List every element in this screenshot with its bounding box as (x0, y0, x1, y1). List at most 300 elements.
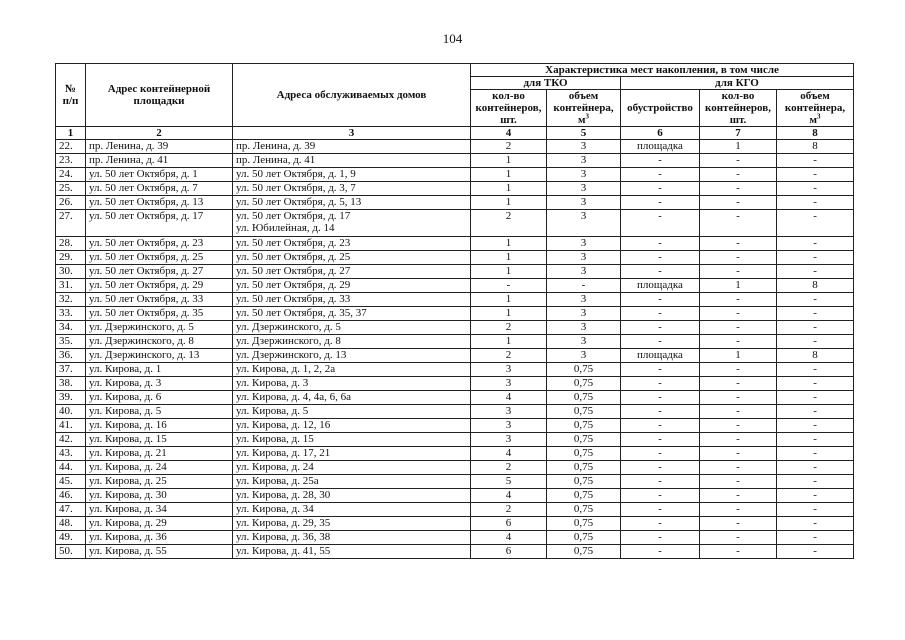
served-houses (233, 461, 471, 475)
tko-count: 4 (471, 391, 547, 405)
kgo-count: - (700, 433, 777, 447)
tko-volume: 3 (547, 251, 621, 265)
site-address: ул. Кирова, д. 6 (86, 391, 233, 405)
kgo-count: - (700, 237, 777, 251)
tko-count: 6 (471, 517, 547, 531)
tko-volume: 0,75 (547, 489, 621, 503)
tko-count: 1 (471, 196, 547, 210)
house-address: ул. 50 лет Октября, д. 23 (236, 237, 351, 249)
tko-count: 2 (471, 210, 547, 237)
tko-count: 3 (471, 433, 547, 447)
kgo-count: - (700, 182, 777, 196)
kgo-facility: - (621, 182, 700, 196)
kgo-facility: - (621, 265, 700, 279)
column-number: 3 (233, 127, 471, 140)
kgo-volume: - (777, 503, 854, 517)
column-number: 5 (547, 127, 621, 140)
table-row (56, 293, 854, 307)
kgo-volume: - (777, 237, 854, 251)
served-houses (233, 377, 471, 391)
tko-volume: 0,75 (547, 461, 621, 475)
site-address: ул. Кирова, д. 21 (86, 447, 233, 461)
site-address: ул. 50 лет Октября, д. 1 (86, 168, 233, 182)
table-row (56, 475, 854, 489)
kgo-volume: - (777, 419, 854, 433)
kgo-count: - (700, 168, 777, 182)
column-number: 4 (471, 127, 547, 140)
header-tko: для ТКО (471, 77, 621, 90)
house-address: ул. Дзержинского, д. 13 (236, 349, 347, 361)
row-number: 22. (56, 140, 86, 154)
tko-count: 5 (471, 475, 547, 489)
tko-count: 1 (471, 237, 547, 251)
kgo-facility: - (621, 251, 700, 265)
kgo-count: - (700, 321, 777, 335)
site-address: ул. 50 лет Октября, д. 35 (86, 307, 233, 321)
row-number: 43. (56, 447, 86, 461)
site-address: ул. Кирова, д. 5 (86, 405, 233, 419)
kgo-volume: - (777, 251, 854, 265)
kgo-count: - (700, 391, 777, 405)
header-kgo-count: кол-во контейнеров, шт. (700, 90, 777, 127)
house-address: ул. 50 лет Октября, д. 33 (236, 293, 351, 305)
row-number: 28. (56, 237, 86, 251)
kgo-facility: - (621, 293, 700, 307)
tko-count: 4 (471, 489, 547, 503)
row-number: 37. (56, 363, 86, 377)
tko-volume: 0,75 (547, 405, 621, 419)
table-row (56, 461, 854, 475)
kgo-facility: - (621, 503, 700, 517)
row-number: 38. (56, 377, 86, 391)
kgo-count: - (700, 251, 777, 265)
house-address: ул. Кирова, д. 28, 30 (236, 489, 331, 501)
header-served-houses: Адреса обслуживаемых домов (233, 64, 471, 127)
site-address: ул. 50 лет Октября, д. 27 (86, 265, 233, 279)
kgo-facility: площадка (621, 279, 700, 293)
container-sites-table (55, 63, 854, 559)
kgo-facility: - (621, 335, 700, 349)
table-row (56, 265, 854, 279)
row-number: 25. (56, 182, 86, 196)
table-row (56, 321, 854, 335)
page-number: 104 (442, 31, 463, 46)
row-number: 24. (56, 168, 86, 182)
column-number: 8 (777, 127, 854, 140)
kgo-count: - (700, 377, 777, 391)
house-address: ул. 50 лет Октября, д. 1, 9 (236, 168, 356, 180)
tko-volume: 0,75 (547, 391, 621, 405)
served-houses (233, 503, 471, 517)
kgo-volume: - (777, 182, 854, 196)
kgo-facility: площадка (621, 349, 700, 363)
house-address: ул. Юбилейная, д. 14 (236, 222, 335, 234)
kgo-facility: - (621, 447, 700, 461)
house-address: ул. 50 лет Октября, д. 35, 37 (236, 307, 367, 319)
row-number: 27. (56, 210, 86, 237)
served-houses (233, 405, 471, 419)
house-address: ул. 50 лет Октября, д. 29 (236, 279, 351, 291)
tko-count: 2 (471, 503, 547, 517)
header-site-address: Адрес контейнерной площадки (86, 64, 233, 127)
row-number: 40. (56, 405, 86, 419)
table-row (56, 279, 854, 293)
column-number: 6 (621, 127, 700, 140)
row-number: 42. (56, 433, 86, 447)
kgo-facility: - (621, 531, 700, 545)
served-houses (233, 517, 471, 531)
house-address: ул. Кирова, д. 15 (236, 433, 314, 445)
tko-volume: 3 (547, 321, 621, 335)
kgo-facility: - (621, 545, 700, 559)
kgo-count: - (700, 503, 777, 517)
tko-volume: 0,75 (547, 517, 621, 531)
house-address: ул. 50 лет Октября, д. 27 (236, 265, 351, 277)
table-row (56, 140, 854, 154)
kgo-facility: - (621, 154, 700, 168)
header-kgo-facility: обустройство (621, 90, 700, 127)
kgo-volume: - (777, 363, 854, 377)
kgo-volume: 8 (777, 140, 854, 154)
column-number: 2 (86, 127, 233, 140)
kgo-volume: - (777, 321, 854, 335)
served-houses (233, 475, 471, 489)
site-address: ул. 50 лет Октября, д. 13 (86, 196, 233, 210)
house-address: ул. Дзержинского, д. 8 (236, 335, 341, 347)
kgo-count: 1 (700, 349, 777, 363)
kgo-count: 1 (700, 279, 777, 293)
tko-volume: 0,75 (547, 419, 621, 433)
kgo-facility: - (621, 321, 700, 335)
tko-count: 2 (471, 461, 547, 475)
row-number: 49. (56, 531, 86, 545)
tko-count: 2 (471, 321, 547, 335)
tko-volume: 3 (547, 196, 621, 210)
site-address: ул. Дзержинского, д. 13 (86, 349, 233, 363)
site-address: ул. Кирова, д. 16 (86, 419, 233, 433)
kgo-volume: - (777, 447, 854, 461)
site-address: ул. Кирова, д. 1 (86, 363, 233, 377)
tko-count: 1 (471, 154, 547, 168)
table-row (56, 545, 854, 559)
served-houses (233, 237, 471, 251)
site-address: пр. Ленина, д. 41 (86, 154, 233, 168)
site-address: ул. Кирова, д. 3 (86, 377, 233, 391)
kgo-facility: - (621, 391, 700, 405)
column-number: 1 (56, 127, 86, 140)
kgo-count: - (700, 335, 777, 349)
row-number: 34. (56, 321, 86, 335)
kgo-volume: - (777, 489, 854, 503)
served-houses (233, 447, 471, 461)
kgo-volume: - (777, 461, 854, 475)
header-tko-count: кол-во контейнеров, шт. (471, 90, 547, 127)
tko-volume: 3 (547, 154, 621, 168)
served-houses (233, 307, 471, 321)
tko-count: 3 (471, 377, 547, 391)
header-characteristics: Характеристика мест накопления, в том числе (471, 64, 854, 77)
table-row (56, 377, 854, 391)
kgo-count: - (700, 196, 777, 210)
kgo-facility: - (621, 475, 700, 489)
row-number: 26. (56, 196, 86, 210)
tko-volume: 0,75 (547, 447, 621, 461)
header-tko-volume: объем контейнера, $м^3$ (547, 90, 621, 127)
house-address: ул. Кирова, д. 34 (236, 503, 314, 515)
served-houses (233, 154, 471, 168)
site-address: ул. Дзержинского, д. 5 (86, 321, 233, 335)
kgo-facility: - (621, 377, 700, 391)
tko-volume: 3 (547, 237, 621, 251)
house-address: ул. Кирова, д. 3 (236, 377, 309, 389)
kgo-count: 1 (700, 140, 777, 154)
house-address: пр. Ленина, д. 41 (236, 154, 316, 166)
column-number-row (56, 127, 854, 140)
served-houses (233, 293, 471, 307)
served-houses (233, 265, 471, 279)
row-number: 48. (56, 517, 86, 531)
kgo-facility: - (621, 237, 700, 251)
kgo-count: - (700, 363, 777, 377)
site-address: ул. 50 лет Октября, д. 23 (86, 237, 233, 251)
kgo-volume: - (777, 168, 854, 182)
site-address: ул. Кирова, д. 30 (86, 489, 233, 503)
tko-count: - (471, 279, 547, 293)
row-number: 31. (56, 279, 86, 293)
served-houses (233, 182, 471, 196)
tko-volume: 0,75 (547, 503, 621, 517)
row-number: 50. (56, 545, 86, 559)
table-row (56, 349, 854, 363)
served-houses (233, 489, 471, 503)
tko-volume: 3 (547, 182, 621, 196)
house-address: ул. Кирова, д. 36, 38 (236, 531, 331, 543)
tko-volume: 3 (547, 335, 621, 349)
kgo-volume: - (777, 154, 854, 168)
served-houses (233, 168, 471, 182)
tko-volume: 3 (547, 140, 621, 154)
served-houses (233, 251, 471, 265)
kgo-facility: - (621, 517, 700, 531)
row-number: 44. (56, 461, 86, 475)
row-number: 23. (56, 154, 86, 168)
row-number: 29. (56, 251, 86, 265)
kgo-volume: - (777, 196, 854, 210)
site-address: ул. Кирова, д. 34 (86, 503, 233, 517)
site-address: ул. Кирова, д. 36 (86, 531, 233, 545)
tko-count: 1 (471, 168, 547, 182)
table-row (56, 335, 854, 349)
tko-volume: 0,75 (547, 531, 621, 545)
tko-volume: - (547, 279, 621, 293)
kgo-volume: - (777, 433, 854, 447)
served-houses (233, 335, 471, 349)
tko-volume: 3 (547, 265, 621, 279)
house-address: пр. Ленина, д. 39 (236, 140, 316, 152)
kgo-volume: 8 (777, 349, 854, 363)
house-address: ул. Кирова, д. 25а (236, 475, 319, 487)
site-address: ул. 50 лет Октября, д. 29 (86, 279, 233, 293)
table-row (56, 405, 854, 419)
kgo-facility: - (621, 405, 700, 419)
house-address: ул. Кирова, д. 41, 55 (236, 545, 331, 557)
site-address: ул. Кирова, д. 55 (86, 545, 233, 559)
kgo-volume: - (777, 265, 854, 279)
kgo-volume: - (777, 293, 854, 307)
served-houses (233, 321, 471, 335)
kgo-volume: - (777, 517, 854, 531)
kgo-count: - (700, 531, 777, 545)
served-houses (233, 363, 471, 377)
kgo-volume: - (777, 531, 854, 545)
row-number: 32. (56, 293, 86, 307)
tko-volume: 3 (547, 168, 621, 182)
tko-count: 4 (471, 531, 547, 545)
table-row (56, 489, 854, 503)
row-number: 39. (56, 391, 86, 405)
house-address: ул. Кирова, д. 12, 16 (236, 419, 331, 431)
kgo-volume: - (777, 545, 854, 559)
tko-volume: 0,75 (547, 363, 621, 377)
row-number: 45. (56, 475, 86, 489)
table-row (56, 237, 854, 251)
tko-volume: 3 (547, 293, 621, 307)
tko-count: 3 (471, 419, 547, 433)
kgo-facility: - (621, 489, 700, 503)
site-address: ул. 50 лет Октября, д. 33 (86, 293, 233, 307)
site-address: ул. Кирова, д. 15 (86, 433, 233, 447)
served-houses (233, 531, 471, 545)
house-address: ул. Кирова, д. 5 (236, 405, 309, 417)
header-kgo-volume: объем контейнера, $м^3$ (777, 90, 854, 127)
served-houses (233, 140, 471, 154)
tko-volume: 3 (547, 210, 621, 237)
kgo-volume: - (777, 405, 854, 419)
tko-volume: 0,75 (547, 475, 621, 489)
kgo-volume: - (777, 475, 854, 489)
row-number: 30. (56, 265, 86, 279)
site-address: ул. Кирова, д. 29 (86, 517, 233, 531)
kgo-count: - (700, 154, 777, 168)
header-number: № п/п (56, 64, 86, 127)
kgo-facility: - (621, 196, 700, 210)
row-number: 35. (56, 335, 86, 349)
column-number: 7 (700, 127, 777, 140)
kgo-volume: - (777, 210, 854, 237)
house-address: ул. 50 лет Октября, д. 5, 13 (236, 196, 362, 208)
house-address: ул. Кирова, д. 24 (236, 461, 314, 473)
tko-volume: 0,75 (547, 433, 621, 447)
tko-count: 1 (471, 293, 547, 307)
served-houses (233, 279, 471, 293)
kgo-volume: - (777, 391, 854, 405)
header-kgo: для КГО (621, 77, 854, 90)
site-address: пр. Ленина, д. 39 (86, 140, 233, 154)
tko-volume: 3 (547, 307, 621, 321)
kgo-count: - (700, 307, 777, 321)
house-address: ул. 50 лет Октября, д. 17 (236, 210, 351, 222)
row-number: 47. (56, 503, 86, 517)
kgo-facility: площадка (621, 140, 700, 154)
table-row (56, 531, 854, 545)
served-houses (233, 545, 471, 559)
tko-count: 1 (471, 265, 547, 279)
kgo-volume: 8 (777, 279, 854, 293)
table-row (56, 154, 854, 168)
site-address: ул. Кирова, д. 25 (86, 475, 233, 489)
served-houses (233, 419, 471, 433)
tko-count: 3 (471, 405, 547, 419)
table-row (56, 503, 854, 517)
table-row (56, 433, 854, 447)
kgo-count: - (700, 419, 777, 433)
kgo-count: - (700, 489, 777, 503)
kgo-facility: - (621, 210, 700, 237)
kgo-count: - (700, 405, 777, 419)
kgo-facility: - (621, 168, 700, 182)
kgo-count: - (700, 517, 777, 531)
site-address: ул. Кирова, д. 24 (86, 461, 233, 475)
served-houses (233, 433, 471, 447)
kgo-count: - (700, 475, 777, 489)
tko-volume: 0,75 (547, 545, 621, 559)
row-number: 46. (56, 489, 86, 503)
table-row (56, 447, 854, 461)
site-address: ул. 50 лет Октября, д. 25 (86, 251, 233, 265)
kgo-facility: - (621, 461, 700, 475)
tko-count: 1 (471, 307, 547, 321)
tko-count: 1 (471, 251, 547, 265)
house-address: ул. 50 лет Октября, д. 25 (236, 251, 351, 263)
house-address: ул. Кирова, д. 4, 4а, 6, 6а (236, 391, 352, 403)
kgo-count: - (700, 545, 777, 559)
tko-count: 1 (471, 182, 547, 196)
tko-count: 1 (471, 335, 547, 349)
table-row (56, 182, 854, 196)
row-number: 36. (56, 349, 86, 363)
house-address: ул. Дзержинского, д. 5 (236, 321, 341, 333)
site-address: ул. 50 лет Октября, д. 17 (86, 210, 233, 237)
house-address: ул. Кирова, д. 29, 35 (236, 517, 331, 529)
tko-volume: 3 (547, 349, 621, 363)
row-number: 33. (56, 307, 86, 321)
tko-count: 6 (471, 545, 547, 559)
kgo-count: - (700, 447, 777, 461)
table-row (56, 168, 854, 182)
tko-count: 3 (471, 363, 547, 377)
kgo-facility: - (621, 307, 700, 321)
kgo-volume: - (777, 307, 854, 321)
tko-count: 2 (471, 140, 547, 154)
table-row (56, 251, 854, 265)
tko-count: 4 (471, 447, 547, 461)
tko-volume: 0,75 (547, 377, 621, 391)
table-body (56, 140, 854, 559)
table-row (56, 391, 854, 405)
served-houses (233, 349, 471, 363)
kgo-count: - (700, 265, 777, 279)
kgo-volume: - (777, 377, 854, 391)
kgo-facility: - (621, 433, 700, 447)
table-row (56, 419, 854, 433)
house-address: ул. Кирова, д. 1, 2, 2а (236, 363, 336, 375)
kgo-count: - (700, 461, 777, 475)
tko-count: 2 (471, 349, 547, 363)
served-houses (233, 210, 471, 237)
served-houses (233, 391, 471, 405)
table-row (56, 517, 854, 531)
row-number: 41. (56, 419, 86, 433)
